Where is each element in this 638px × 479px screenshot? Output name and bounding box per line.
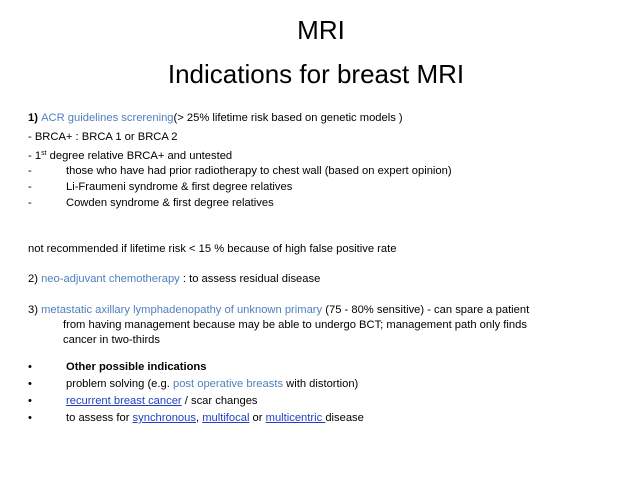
li-fraumeni-text: Li-Fraumeni syndrome & first degree relatives [66, 181, 293, 193]
line-metastatic-end: cancer in two-thirds [63, 334, 160, 346]
bullet-problem-solving [28, 377, 358, 391]
number-2: 2) [28, 273, 42, 285]
synchronous-suffix: disease [325, 412, 364, 424]
neo-adjuvant-detail: : to assess residual disease [179, 273, 321, 285]
multifocal-link[interactable]: multifocal [202, 412, 250, 424]
line-acr-guidelines [28, 111, 403, 125]
dash-marker: - [28, 165, 32, 177]
synchronous-prefix: to assess for [66, 412, 133, 424]
recurrent-suffix: / scar changes [181, 395, 258, 407]
bullet-marker: • [28, 378, 32, 390]
separator-or: or [249, 412, 266, 424]
line-brca: - BRCA+ : BRCA 1 or BRCA 2 [28, 131, 178, 143]
first-degree-prefix: - 1 [28, 150, 42, 162]
title-line-2: Indications for breast MRI [167, 59, 465, 89]
metastatic-detail: (75 - 80% sensitive) - can spare a patient [322, 304, 530, 316]
bullet-synchronous [28, 411, 364, 425]
number-3: 3) [28, 304, 42, 316]
bullet-marker: • [28, 361, 32, 373]
separator-comma: , [195, 412, 203, 424]
metastatic-link[interactable]: metastatic axillary lymphadenopathy of unknown primary [41, 304, 323, 316]
acr-guidelines-link[interactable]: ACR guidelines screrening [41, 112, 174, 124]
bullet-marker: • [28, 395, 32, 407]
bullet-recurrent [28, 394, 258, 408]
line-cowden [28, 196, 274, 210]
number-1: 1) [28, 112, 42, 124]
post-operative-link[interactable]: post operative breasts [172, 378, 284, 390]
neo-adjuvant-link[interactable]: neo-adjuvant chemotherapy [41, 273, 180, 285]
bullet-other-indications [28, 360, 207, 374]
line-metastatic [28, 303, 529, 317]
line-first-degree [28, 147, 232, 163]
acr-guidelines-detail: (> 25% lifetime risk based on genetic models ) [173, 112, 403, 124]
line-not-recommended: not recommended if lifetime risk < 15 % because of high false positive rate [28, 243, 397, 255]
recurrent-cancer-link[interactable]: recurrent breast cancer [66, 395, 182, 407]
line-li-fraumeni [28, 180, 292, 194]
line-radiotherapy [28, 164, 452, 178]
cowden-text: Cowden syndrome & first degree relatives [66, 197, 274, 209]
multicentric-link[interactable]: multicentric [265, 412, 326, 424]
problem-solving-suffix: with distortion) [283, 378, 359, 390]
dash-marker: - [28, 181, 32, 193]
first-degree-superscript: st [41, 150, 47, 157]
line-neo-adjuvant [28, 272, 320, 286]
dash-marker: - [28, 197, 32, 209]
line-metastatic-continued: from having management because may be able to undergo BCT; management path only finds [63, 319, 527, 331]
radiotherapy-text: those who have had prior radiotherapy to chest wall (based on expert opinion) [66, 165, 452, 177]
synchronous-link[interactable]: synchronous [132, 412, 196, 424]
bullet-marker: • [28, 412, 32, 424]
title-line-1: MRI [297, 15, 345, 45]
other-indications-heading: Other possible indications [66, 361, 207, 373]
first-degree-rest: degree relative BRCA+ and untested [46, 150, 233, 162]
problem-solving-prefix: problem solving (e.g. [66, 378, 173, 390]
